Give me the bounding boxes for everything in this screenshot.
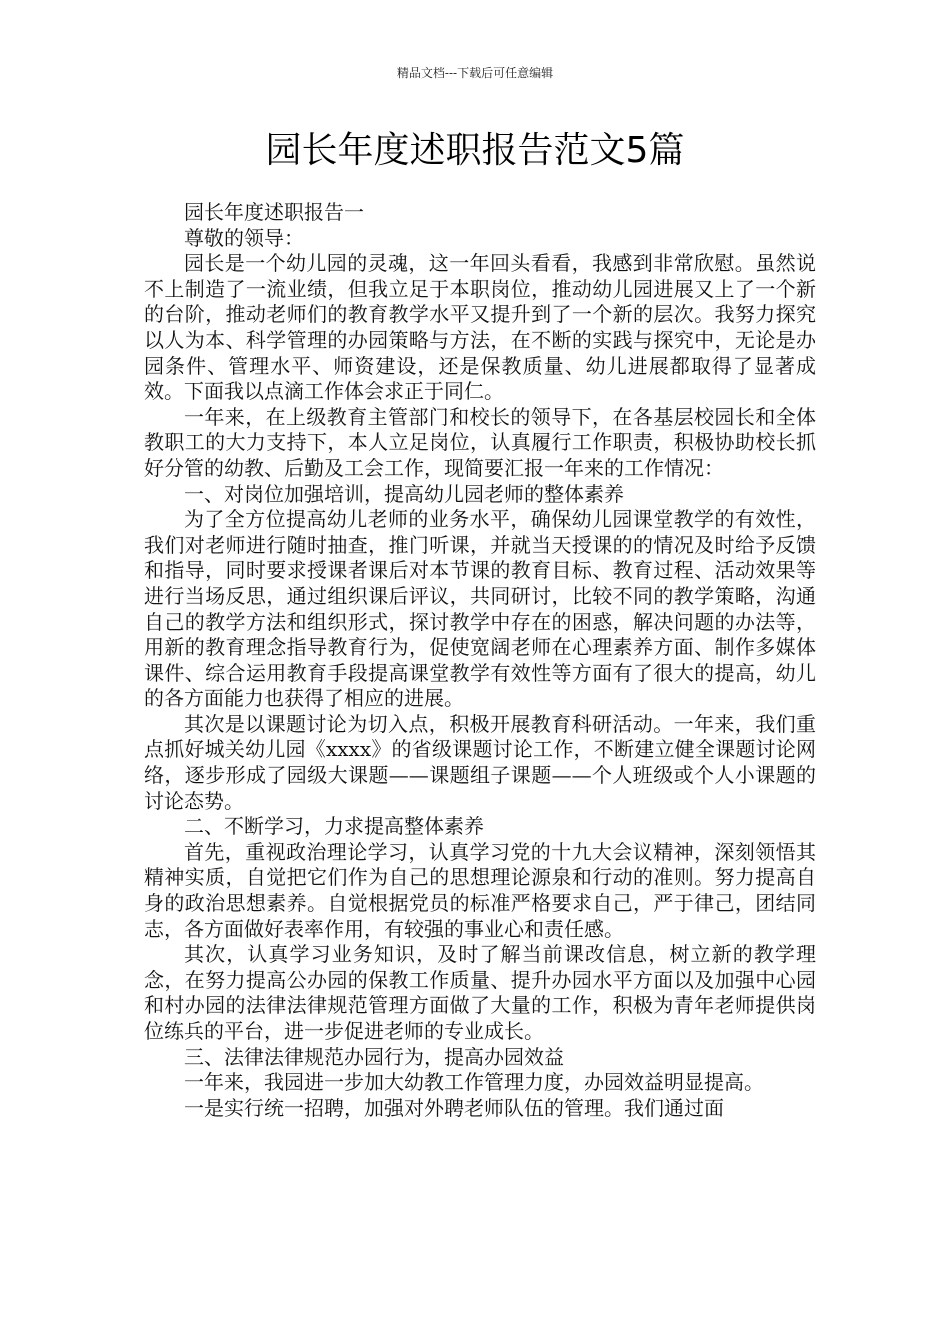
section-heading: 一、对岗位加强培训，提高幼儿园老师的整体素养 [184,481,624,506]
body-paragraph: 其次，认真学习业务知识，及时了解当前课改信息，树立新的教学理念，在努力提高公办园的保教工作质量、提升办园水平方面以及加强中心园和村办园的法律法律规范管理方面做了大量的工作，积极为青年老师提供岗位练兵的平台，进一步促进老师的专业成长。 [144,942,816,1043]
body-paragraph: 为了全方位提高幼儿老师的业务水平，确保幼儿园课堂教学的有效性，我们对老师进行随时抽查，推门听课，并就当天授课的的情况及时给予反馈和指导，同时要求授课者课后对本节课的教育目标、教育过程、活动效果等进行当场反思，通过组织课后评议，共同研讨，比较不同的教学策略，沟通自己的教学方法和组织形式，探讨教学中存在的困惑，解决问题的办法等，用新的教育理念指导教育行为，促使宽阔老师在心理素养方面、制作多媒体课件、综合运用教育手段提高课堂教学有效性等方面有了很大的提高，幼儿的各方面能力也获得了相应的进展。 [144,507,816,711]
document-body [144,200,816,1121]
body-paragraph: 其次是以课题讨论为切入点，积极开展教育科研活动。一年来，我们重点抓好城关幼儿园《xxxx》的省级课题讨论工作，不断建立健全课题讨论网络，逐步形成了园级大课题——课题组子课题——个人班级或个人小课题的讨论态势。 [144,711,816,813]
body-paragraph: 首先，重视政治理论学习，认真学习党的十九大会议精神，深刻领悟其精神实质，自觉把它们作为自己的思想理论源泉和行动的准则。努力提高自身的政治思想素养。自觉根据党员的标准严格要求自己，严于律己，团结同志，各方面做好表率作用，有较强的事业心和责任感。 [144,839,816,941]
header-note: 精品文档---下载后可任意编辑 [396,66,554,80]
body-paragraph: 一年来，在上级教育主管部门和校长的领导下，在各基层校园长和全体教职工的大力支持下，本人立足岗位，认真履行工作职责，积极协助校长抓好分管的幼教、后勤及工会工作，现简要汇报一年来的工作情况： [144,404,816,480]
section-heading: 三、法律法律规范办园行为，提高办园效益 [184,1044,564,1069]
salutation: 尊敬的领导： [184,225,304,250]
section-heading: 二、不断学习，力求提高整体素养 [184,814,484,839]
section-heading: 园长年度述职报告一 [184,200,364,224]
body-paragraph: 一是实行统一招聘，加强对外聘老师队伍的管理。我们通过面 [184,1095,724,1120]
document-title: 园长年度述职报告范文5篇 [265,130,685,171]
body-paragraph: 园长是一个幼儿园的灵魂，这一年回头看看，我感到非常欣慰。虽然说不上制造了一流业绩，但我立足于本职岗位，推动幼儿园进展又上了一个新的台阶，推动老师们的教育教学水平又提升到了一个新的层次。我努力探究以人为本、科学管理的办园策略与方法，在不断的实践与探究中，无论是办园条件、管理水平、师资建设，还是保教质量、幼儿进展都取得了显著成效。下面我以点滴工作体会求正于同仁。 [144,251,816,404]
body-paragraph: 一年来，我园进一步加大幼教工作管理力度，办园效益明显提高。 [184,1070,764,1095]
